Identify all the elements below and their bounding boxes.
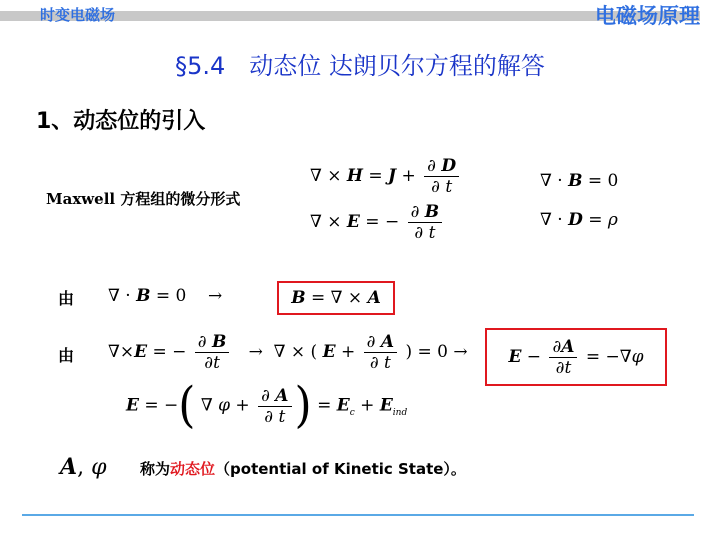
section-heading: 1、动态位的引入 <box>36 109 206 134</box>
footnote-prefix: 称为 <box>140 460 171 478</box>
vector-potential-definition-box: B = ∇ × A <box>277 281 395 315</box>
potential-symbols: A, φ <box>60 454 107 480</box>
maxwell-label: Maxwell 方程组的微分形式 <box>46 190 241 208</box>
footnote-highlight: 动态位 <box>170 460 216 478</box>
scalar-potential-definition-box: E − $\frac{\partial A}{\partial t}$ = −∇φ <box>485 328 667 386</box>
footnote-suffix: （potential of Kinetic State）。 <box>215 460 466 478</box>
electric-field-expression: E = −( ∇ φ + $\frac{\partial A}{\partial t}$ ) = $E_c + E_{ind}$ <box>126 377 408 434</box>
footer-divider <box>22 514 694 516</box>
slide-title: §5.4 动态位 达朗贝尔方程的解答 <box>175 52 545 80</box>
faraday-equation: ∇ × E = − $\frac{\partial B}{\partial t}$ <box>310 202 445 243</box>
ampere-equation: ∇ × H = J + $\frac{\partial D}{\partial t}$ <box>310 156 462 197</box>
gauss-electric-equation: ∇ · D = ρ <box>540 210 618 230</box>
divergence-b-zero: ∇ · B = 0 → <box>108 286 223 306</box>
footnote-text <box>140 458 466 479</box>
header-subject-label: 电磁场原理 <box>595 4 700 28</box>
gauss-magnetic-equation: ∇ · B = 0 <box>540 171 619 191</box>
derivation-you-1: 由 <box>58 289 75 308</box>
derivation-you-2: 由 <box>58 346 75 365</box>
faraday-substitution: ∇×E = − $\frac{\partial B}{\partial t}$ → ∇ × ( E + $\frac{\partial A}{\partial t}$ ) = 0 → <box>108 332 468 373</box>
header-course-label: 时变电磁场 <box>40 6 116 24</box>
